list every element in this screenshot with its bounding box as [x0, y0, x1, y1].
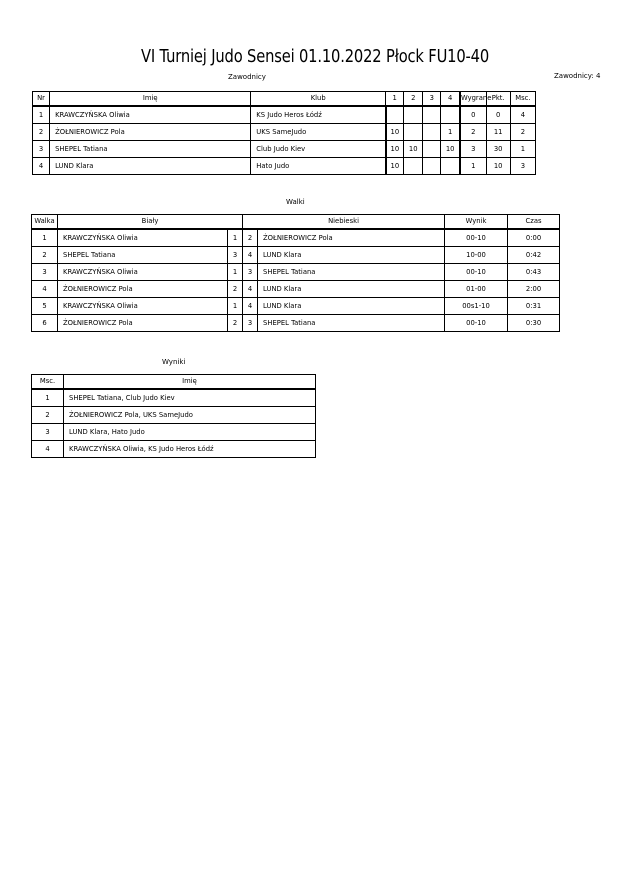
cell-blue-name: LUND Klara [258, 298, 445, 315]
cell-score-3 [423, 106, 441, 124]
table-row [32, 229, 560, 247]
cell-place: 4 [32, 441, 64, 458]
cell-place: 1 [32, 389, 64, 407]
cell-score-2: 10 [404, 141, 423, 158]
cell-place: 2 [32, 407, 64, 424]
cell-white-name: KRAWCZYŃSKA Oliwia [58, 229, 228, 247]
cell-walka: 2 [32, 247, 58, 264]
cell-result: 00-10 [445, 229, 508, 247]
table-row [32, 298, 560, 315]
cell-nr: 3 [33, 141, 50, 158]
cell-blue-nr: 4 [243, 298, 258, 315]
cell-nr: 2 [33, 124, 50, 141]
cell-white-nr: 1 [228, 264, 243, 281]
cell-wins: 0 [460, 106, 486, 124]
cell-points: 10 [486, 158, 510, 175]
col-header-2: 2 [404, 92, 423, 107]
cell-name: KRAWCZYŃSKA Oliwia, KS Judo Heros Łódź [64, 441, 316, 458]
cell-white-name: ŻOŁNIEROWICZ Pola [58, 315, 228, 332]
col-header-place: Msc. [32, 375, 64, 390]
cell-blue-nr: 4 [243, 247, 258, 264]
cell-blue-name: SHEPEL Tatiana [258, 315, 445, 332]
cell-club: Club Judo Kiev [251, 141, 386, 158]
cell-name: ŻOŁNIEROWICZ Pola, UKS SameJudo [64, 407, 316, 424]
cell-score-4: 1 [441, 124, 460, 141]
col-header-walka: Walka [32, 215, 58, 230]
cell-score-3 [423, 141, 441, 158]
table-row [33, 106, 536, 124]
cell-place: 3 [510, 158, 535, 175]
table-row [32, 264, 560, 281]
cell-score-2 [404, 158, 423, 175]
cell-blue-nr: 3 [243, 315, 258, 332]
table-row [33, 158, 536, 175]
table-row [32, 247, 560, 264]
table-row [32, 315, 560, 332]
col-header-4: 4 [441, 92, 460, 107]
table-row [32, 441, 316, 458]
cell-wins: 1 [460, 158, 486, 175]
cell-walka: 4 [32, 281, 58, 298]
col-header-wins: Wygrane [460, 92, 486, 107]
cell-club: KS Judo Heros Łódź [251, 106, 386, 124]
table-row [32, 281, 560, 298]
cell-name: ŻOŁNIEROWICZ Pola [50, 124, 251, 141]
cell-result: 10-00 [445, 247, 508, 264]
col-header-club: Klub [251, 92, 386, 107]
cell-white-name: SHEPEL Tatiana [58, 247, 228, 264]
cell-score-4 [441, 106, 460, 124]
cell-club: UKS SameJudo [251, 124, 386, 141]
cell-white-nr: 1 [228, 229, 243, 247]
cell-score-4 [441, 158, 460, 175]
zawodnicy-table [32, 91, 536, 175]
cell-blue-name: LUND Klara [258, 281, 445, 298]
cell-result: 00-10 [445, 315, 508, 332]
cell-club: Hato Judo [251, 158, 386, 175]
cell-result: 01-00 [445, 281, 508, 298]
col-header-wynik: Wynik [445, 215, 508, 230]
table-row [33, 124, 536, 141]
cell-white-nr: 3 [228, 247, 243, 264]
cell-result: 00s1-10 [445, 298, 508, 315]
cell-score-1: 10 [386, 124, 404, 141]
cell-points: 0 [486, 106, 510, 124]
cell-blue-nr: 3 [243, 264, 258, 281]
col-header-nr: Nr [33, 92, 50, 107]
cell-white-nr: 1 [228, 298, 243, 315]
col-header-1: 1 [386, 92, 404, 107]
cell-white-name: ŻOŁNIEROWICZ Pola [58, 281, 228, 298]
col-header-bialy: Biały [58, 215, 243, 230]
col-header-3: 3 [423, 92, 441, 107]
cell-wins: 3 [460, 141, 486, 158]
cell-white-name: KRAWCZYŃSKA Oliwia [58, 298, 228, 315]
walki-header-row [32, 215, 560, 230]
cell-time: 0:43 [508, 264, 560, 281]
cell-walka: 6 [32, 315, 58, 332]
walki-table [31, 214, 560, 332]
cell-points: 30 [486, 141, 510, 158]
cell-nr: 4 [33, 158, 50, 175]
col-header-place: Msc. [510, 92, 535, 107]
cell-white-name: KRAWCZYŃSKA Oliwia [58, 264, 228, 281]
col-header-niebieski: Niebieski [243, 215, 445, 230]
cell-time: 0:30 [508, 315, 560, 332]
cell-blue-name: ŻOŁNIEROWICZ Pola [258, 229, 445, 247]
col-header-czas: Czas [508, 215, 560, 230]
wyniki-header-row [32, 375, 316, 390]
zawodnicy-heading: Zawodnicy [228, 73, 266, 81]
cell-name: KRAWCZYŃSKA Oliwia [50, 106, 251, 124]
cell-place: 3 [32, 424, 64, 441]
cell-score-3 [423, 158, 441, 175]
cell-place: 1 [510, 141, 535, 158]
cell-blue-name: LUND Klara [258, 247, 445, 264]
cell-score-2 [404, 124, 423, 141]
cell-score-4: 10 [441, 141, 460, 158]
walki-heading: Walki [286, 198, 305, 206]
cell-result: 00-10 [445, 264, 508, 281]
cell-time: 2:00 [508, 281, 560, 298]
cell-score-1 [386, 106, 404, 124]
cell-time: 0:31 [508, 298, 560, 315]
cell-name: SHEPEL Tatiana [50, 141, 251, 158]
table-row [32, 407, 316, 424]
cell-points: 11 [486, 124, 510, 141]
cell-nr: 1 [33, 106, 50, 124]
wyniki-table [31, 374, 316, 458]
col-header-name: Imię [50, 92, 251, 107]
cell-blue-name: SHEPEL Tatiana [258, 264, 445, 281]
zawodnicy-header-row [33, 92, 536, 107]
cell-white-nr: 2 [228, 315, 243, 332]
cell-place: 4 [510, 106, 535, 124]
cell-score-3 [423, 124, 441, 141]
cell-blue-nr: 2 [243, 229, 258, 247]
cell-place: 2 [510, 124, 535, 141]
col-header-name: Imię [64, 375, 316, 390]
col-header-points: Pkt. [486, 92, 510, 107]
cell-score-2 [404, 106, 423, 124]
cell-time: 0:00 [508, 229, 560, 247]
cell-time: 0:42 [508, 247, 560, 264]
page-title: VI Turniej Judo Sensei 01.10.2022 Płock FU10-40 [140, 47, 490, 67]
cell-score-1: 10 [386, 158, 404, 175]
cell-blue-nr: 4 [243, 281, 258, 298]
cell-name: SHEPEL Tatiana, Club Judo Kiev [64, 389, 316, 407]
cell-white-nr: 2 [228, 281, 243, 298]
cell-name: LUND Klara, Hato Judo [64, 424, 316, 441]
cell-score-1: 10 [386, 141, 404, 158]
cell-name: LUND Klara [50, 158, 251, 175]
table-row [32, 424, 316, 441]
cell-walka: 3 [32, 264, 58, 281]
cell-walka: 5 [32, 298, 58, 315]
wyniki-heading: Wyniki [162, 358, 186, 366]
zawodnicy-count: Zawodnicy: 4 [554, 72, 601, 80]
cell-walka: 1 [32, 229, 58, 247]
table-row [32, 389, 316, 407]
cell-wins: 2 [460, 124, 486, 141]
table-row [33, 141, 536, 158]
